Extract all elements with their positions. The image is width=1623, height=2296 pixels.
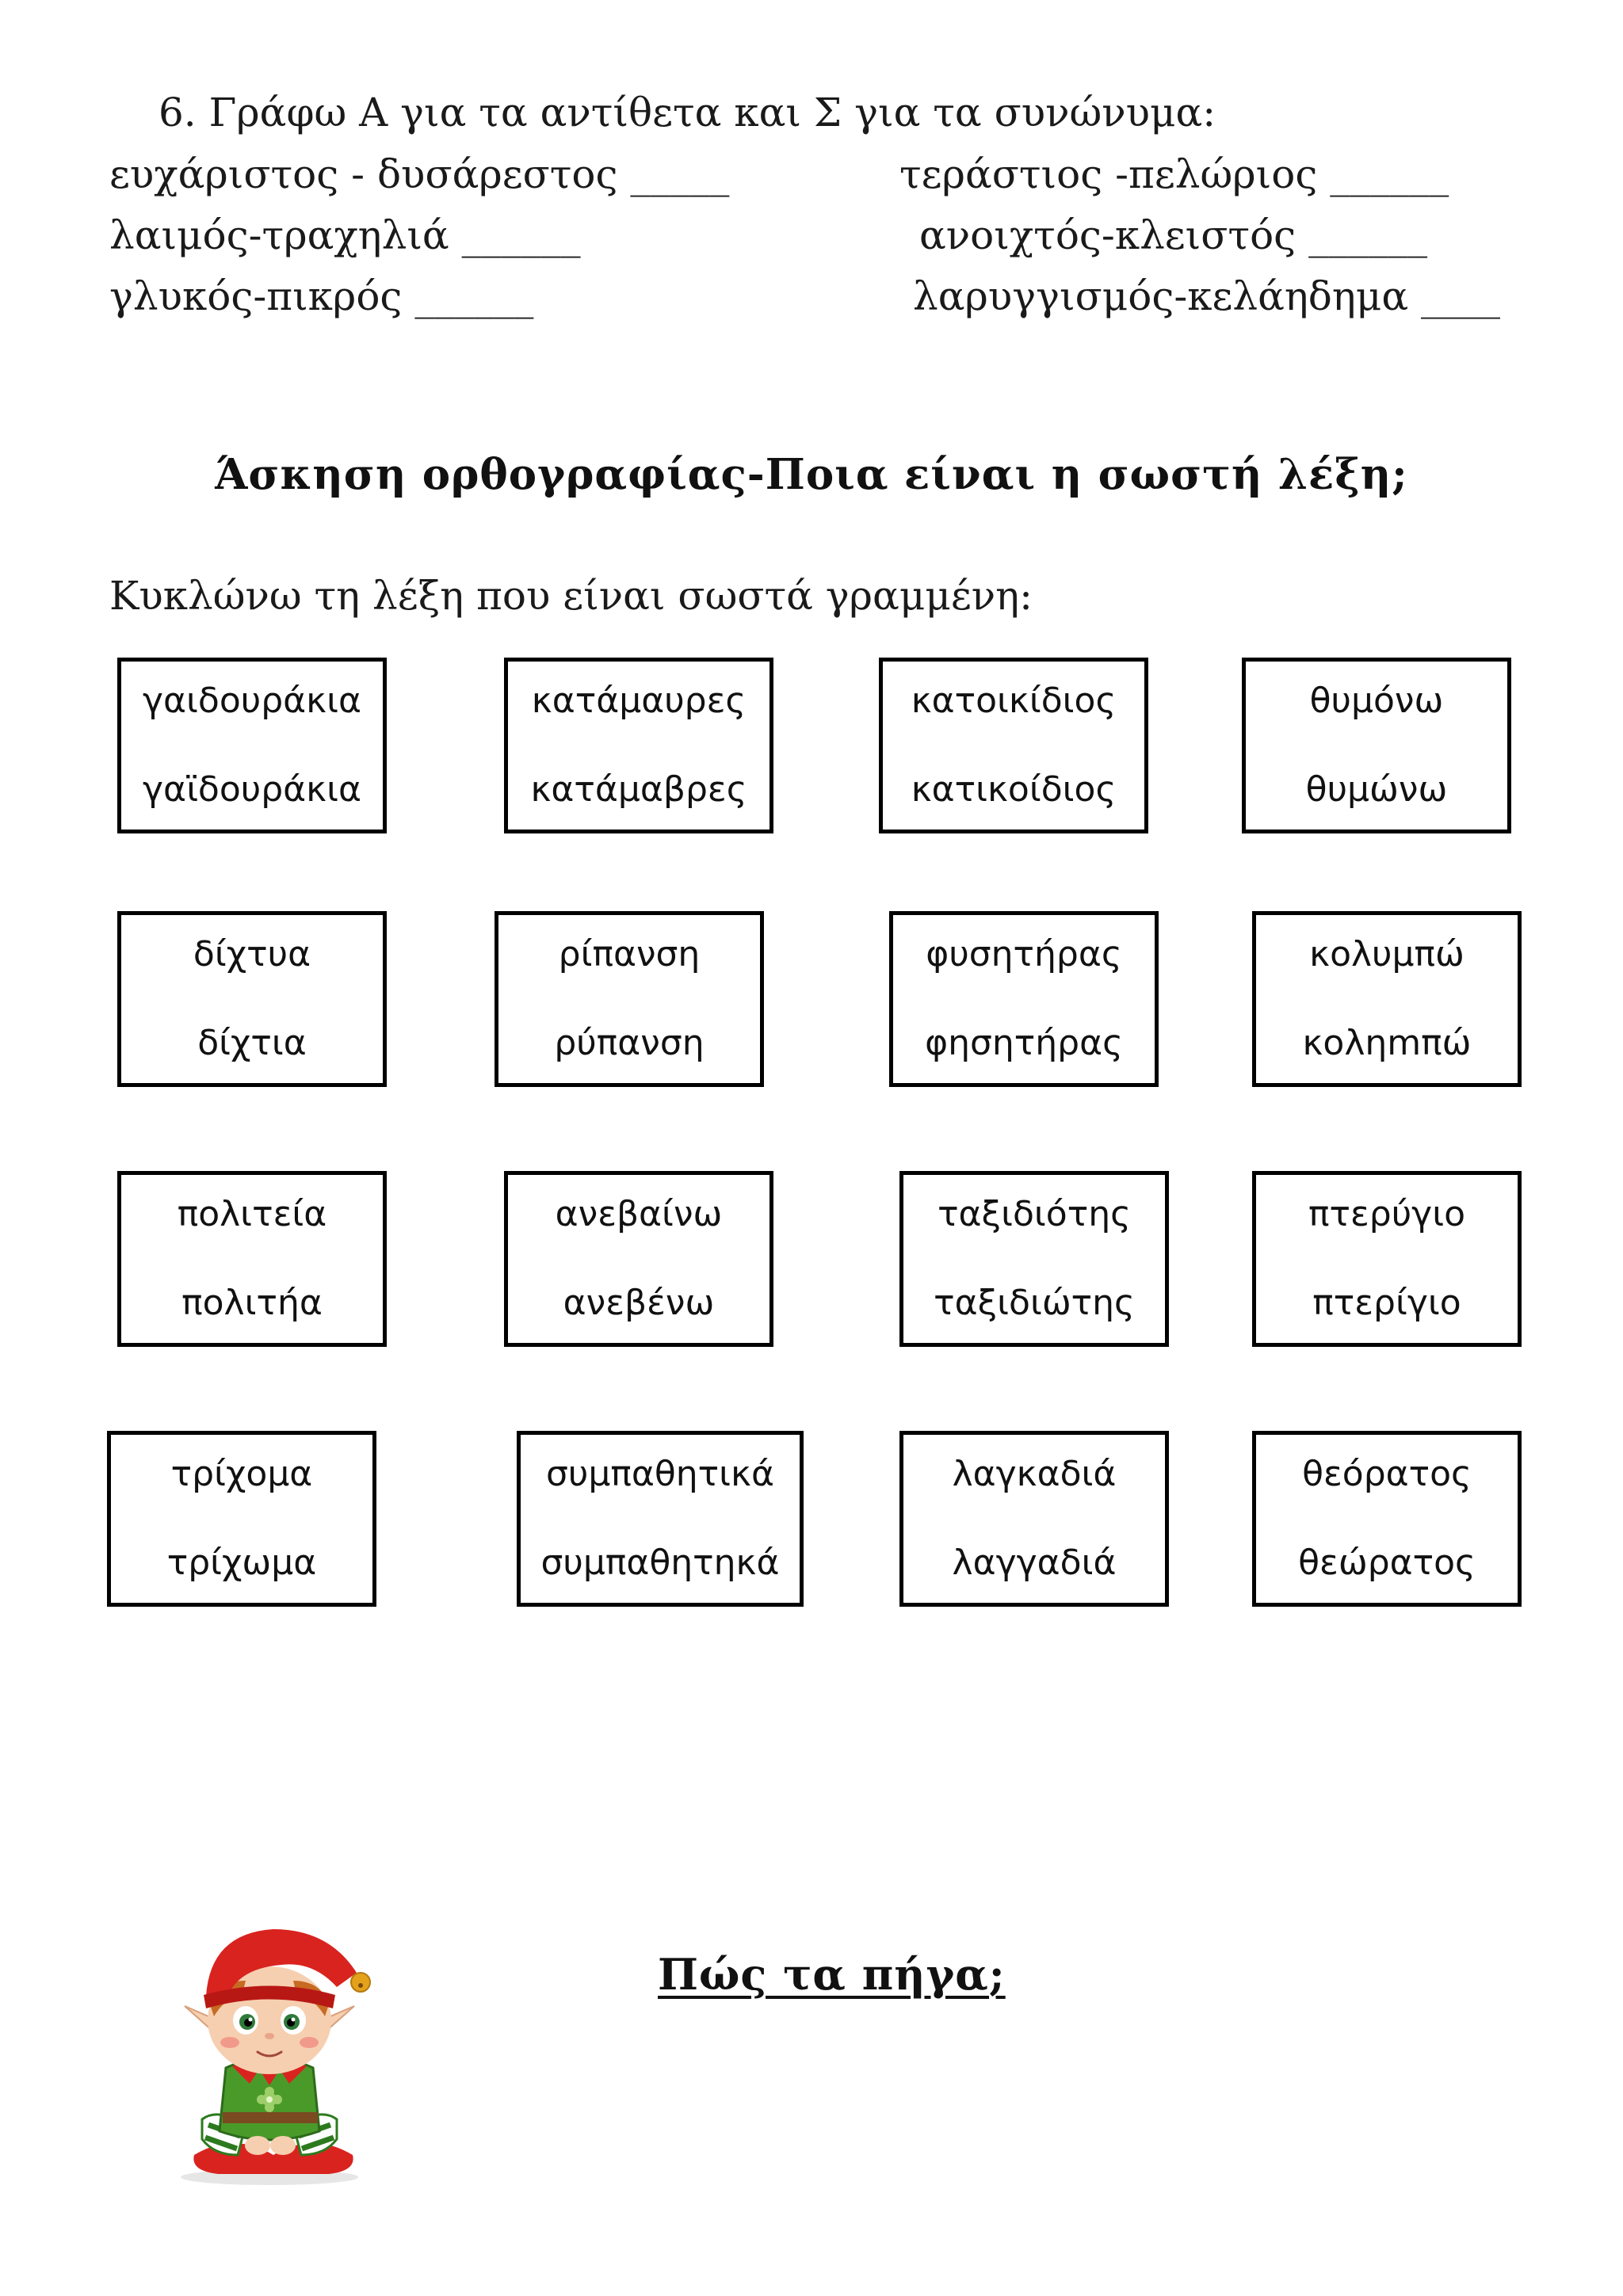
spelling-section-title: Άσκηση ορθογραφίας-Ποια είναι η σωστή λέξη; [215, 450, 1408, 499]
word-option[interactable]: τρίχωμα [166, 1543, 317, 1583]
word-option[interactable]: ανεβαίνω [555, 1194, 723, 1234]
word-option[interactable]: ταξιδιότης [938, 1194, 1131, 1234]
word-option[interactable]: θεόρατος [1302, 1454, 1472, 1494]
word-option[interactable]: γαϊδουράκια [143, 769, 361, 810]
word-box-14[interactable] [517, 1431, 804, 1607]
word-box-10[interactable] [504, 1171, 773, 1347]
word-option[interactable]: ταξιδιώτης [934, 1283, 1135, 1323]
word-option[interactable]: ρύπανση [554, 1023, 705, 1063]
word-box-6[interactable] [495, 911, 764, 1087]
word-box-5[interactable] [117, 911, 387, 1087]
word-box-16[interactable] [1252, 1431, 1522, 1607]
word-option[interactable]: ρίπανση [558, 934, 701, 974]
word-option[interactable]: συμπαθητικά [546, 1454, 774, 1494]
word-option[interactable]: φυσητήρας [926, 934, 1122, 974]
word-box-3[interactable] [879, 658, 1148, 833]
word-option[interactable]: πτερίγιο [1312, 1283, 1461, 1323]
word-box-13[interactable] [107, 1431, 376, 1607]
word-option[interactable]: τρίχομα [170, 1454, 313, 1494]
word-option[interactable]: πολιτήα [181, 1283, 323, 1323]
word-option[interactable]: πτερύγιο [1308, 1194, 1465, 1234]
word-option[interactable]: δίχτυα [193, 934, 311, 974]
word-box-4[interactable] [1242, 658, 1511, 833]
word-option[interactable]: φησητήρας [925, 1023, 1123, 1063]
word-option[interactable]: κολυμπώ [1309, 934, 1465, 974]
word-option[interactable]: δίχτια [197, 1023, 307, 1063]
word-option[interactable]: πολιτεία [177, 1194, 327, 1234]
word-option[interactable]: κατάμαυρες [531, 681, 747, 721]
word-option[interactable]: κατοικίδιος [911, 681, 1117, 721]
exercise-6-heading: 6. Γράφω Α για τα αντίθετα και Σ για τα συνώνυμα: [158, 90, 1216, 135]
word-option[interactable]: ανεβένω [563, 1283, 715, 1323]
pair-right-3: λαρυγγισμός-κελάηδημα ____ [913, 273, 1501, 319]
word-box-9[interactable] [117, 1171, 387, 1347]
word-option[interactable]: λαγκαδιά [952, 1454, 1117, 1494]
word-option[interactable]: κατικοίδιος [911, 769, 1117, 810]
spelling-instruction: Κυκλώνω τη λέξη που είναι σωστά γραμμένη: [109, 573, 1033, 619]
pair-right-1: τεράστιος -πελώριος ______ [899, 151, 1449, 197]
pair-left-3: γλυκός-πικρός ______ [109, 273, 534, 319]
word-option[interactable]: θυμώνω [1305, 769, 1448, 810]
pair-right-2: ανοιχτός-κλειστός ______ [919, 212, 1428, 258]
word-option[interactable]: κατάμαβρες [530, 769, 747, 810]
word-box-2[interactable] [504, 658, 773, 833]
word-option[interactable]: γαιδουράκια [143, 681, 361, 721]
elf-illustration [170, 1917, 384, 2187]
pair-left-1: ευχάριστος - δυσάρεστος _____ [109, 151, 730, 197]
word-box-15[interactable] [899, 1431, 1169, 1607]
word-box-1[interactable] [117, 658, 387, 833]
word-box-7[interactable] [889, 911, 1159, 1087]
word-box-12[interactable] [1252, 1171, 1522, 1347]
word-option[interactable]: θεώρατος [1298, 1543, 1476, 1583]
pair-left-2: λαιμός-τραχηλιά ______ [109, 212, 581, 258]
self-assessment-title: Πώς τα πήγα; [658, 1949, 1006, 2000]
word-option[interactable]: συμπαθητηκά [540, 1543, 780, 1583]
word-option[interactable]: κοληmπώ [1302, 1023, 1472, 1063]
word-option[interactable]: θυμόνω [1309, 681, 1444, 721]
word-box-8[interactable] [1252, 911, 1522, 1087]
word-box-11[interactable] [899, 1171, 1169, 1347]
word-option[interactable]: λαγγαδιά [952, 1543, 1117, 1583]
